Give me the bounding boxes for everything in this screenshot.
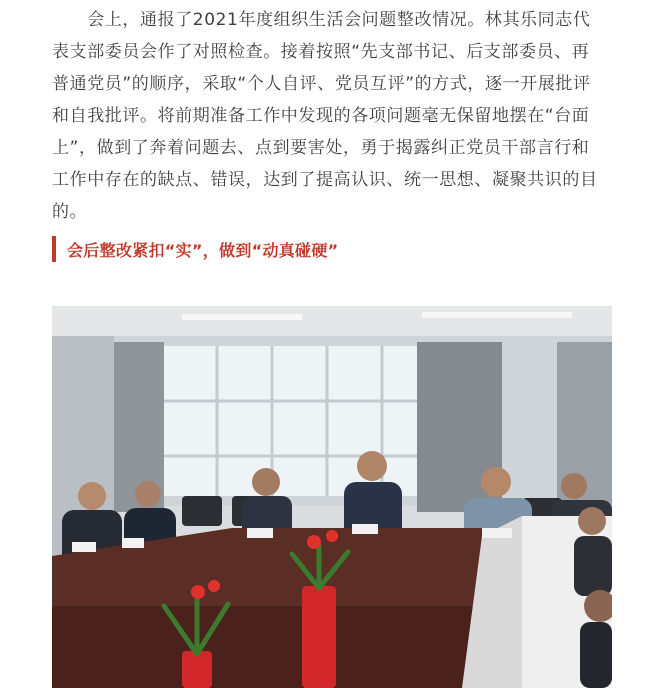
article-paragraph: [52, 4, 612, 228]
paragraph-line: 和自我批评。将前期准备工作中发现的各项问题毫无保留地摆在“台面: [52, 106, 590, 126]
section-heading: [52, 236, 612, 262]
paragraph-line: 表支部委员会作了对照检查。接着按照“先支部书记、后支部委员、再: [52, 42, 590, 62]
heading-accent-bar: [52, 236, 56, 262]
paragraph-line: 会上，通报了2021年度组织生活会问题整改情况。林其乐同志代: [52, 10, 591, 30]
paragraph-line: 的。: [52, 202, 88, 222]
paragraph-line: 上”，做到了奔着问题去、点到要害处，勇于揭露纠正党员干部言行和: [52, 138, 590, 158]
meeting-photo[interactable]: [52, 306, 612, 688]
paragraph-line: 普通党员”的顺序，采取“个人自评、党员互评”的方式，逐一开展批评: [52, 74, 591, 94]
paragraph-line: 工作中存在的缺点、错误，达到了提高认识、统一思想、凝聚共识的目: [52, 170, 598, 190]
section-heading-text: 会后整改紧扣“实”，做到“动真碰硬”: [67, 240, 339, 260]
meeting-room-illustration: [52, 306, 612, 688]
